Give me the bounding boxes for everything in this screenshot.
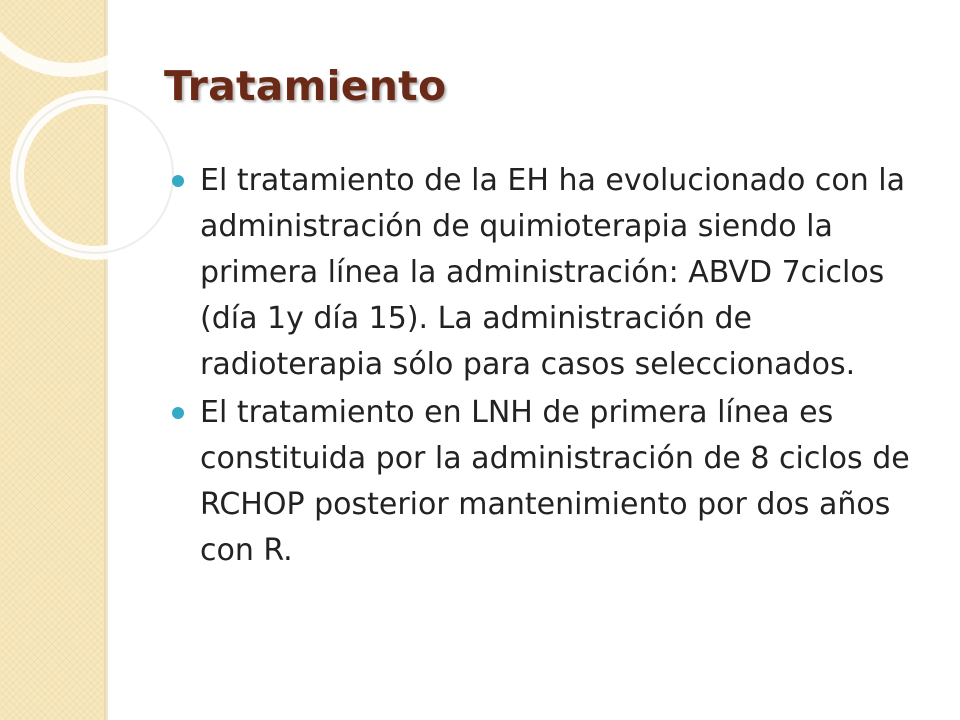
slide-title: Tratamiento: [164, 62, 447, 110]
bullet-text: El tratamiento en LNH de primera línea es constituida por la administración de 8 ciclos de RCHOP posterior mantenimiento por dos años con R.: [200, 395, 910, 568]
bullet-text: El tratamiento de la EH ha evolucionado con la administración de quimioterapia siendo la primera línea la administración: ABVD 7ciclos (día 1y día 15). La administración de radioterapia sólo para casos seleccionados.: [200, 163, 905, 382]
list-item: [172, 390, 914, 574]
bullet-dot-icon: [172, 407, 184, 419]
bullet-dot-icon: [172, 175, 184, 187]
list-item: [172, 158, 914, 388]
bullet-list: [172, 158, 914, 576]
